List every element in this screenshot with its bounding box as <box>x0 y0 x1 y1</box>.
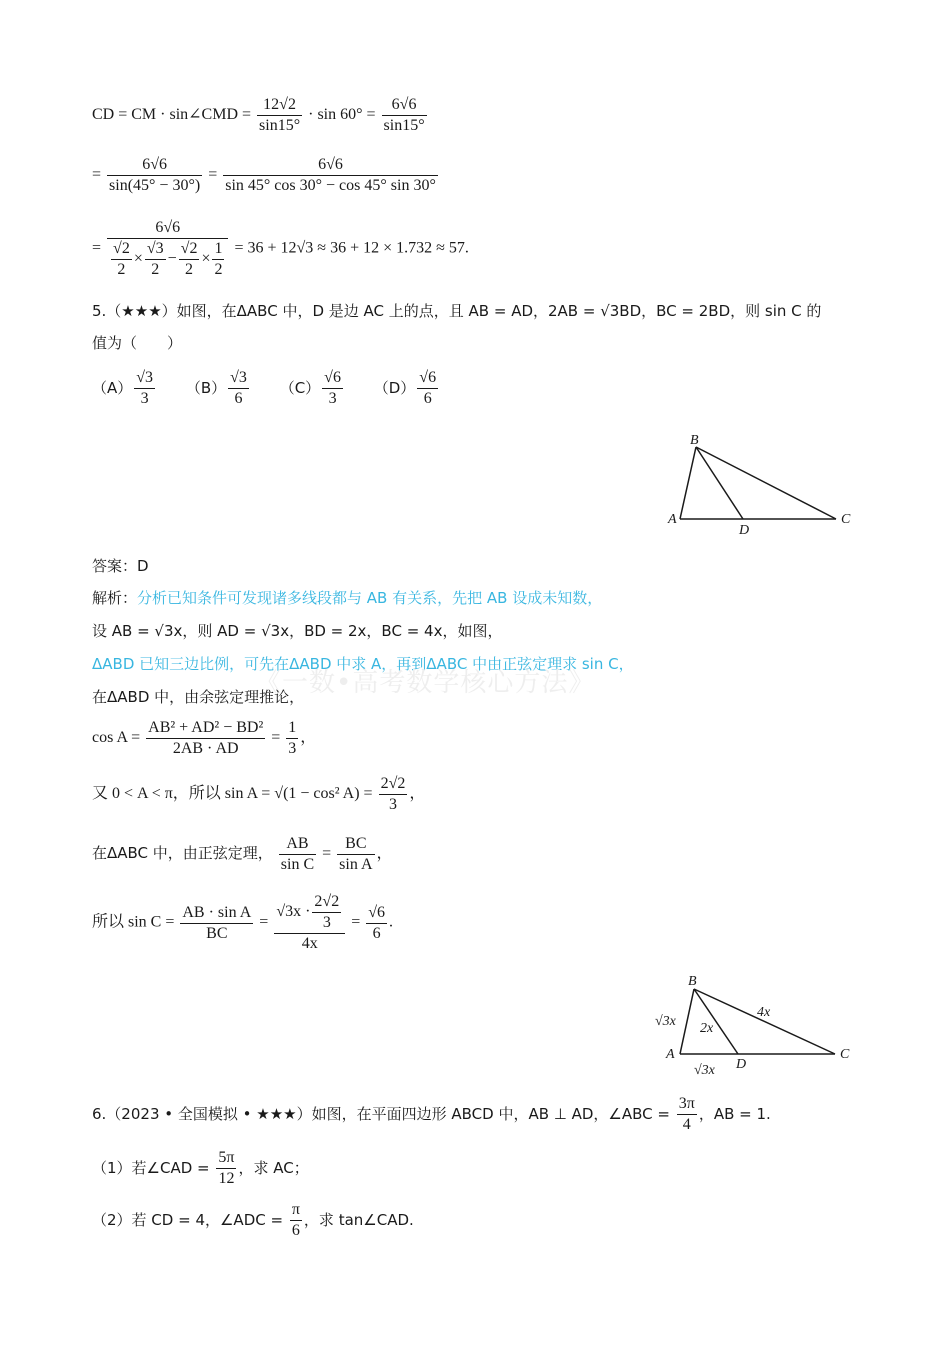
segment-bd <box>696 447 743 519</box>
final-sin-c-line: 所以 sin C = $\frac{\text{AB · sin A}}{BC}$ = √3x · $\frac{2√2}{3}$ 4x = $\frac{√6}{6}$ . <box>92 893 394 952</box>
vertex-label-d: D <box>739 523 750 538</box>
law-of-sines-line: 在ΔABC 中，由正弦定理， $\frac{AB}{\text{sin C}}$ = $\frac{BC}{\text{sin A}}$ ， <box>92 835 393 873</box>
edge-label-bc: 4x <box>757 1005 771 1020</box>
equation-text: CD = CM · sin∠CMD = <box>92 106 252 124</box>
fraction: $\frac{6√6}{\sin 45^\circ \cos 30^\circ - \cos 45^\circ \sin 30^\circ}$ <box>225 156 436 194</box>
vertex-label-c: C <box>841 512 851 527</box>
compound-fraction: 6√6 $\frac{√2}{2}$ × $\frac{√3}{2}$ − $\frac{√2}{2}$ × $\frac{1}{2}$ <box>107 218 228 280</box>
q5-stem-line2: 值为（ ） <box>92 334 183 352</box>
vertex-label-c: C <box>840 1047 850 1062</box>
q6-part-1: （1）若∠CAD = $\frac{5\pi}{12}$ ，求 AC； <box>92 1149 309 1187</box>
set-variable-line: 设 AB = √3x，则 AD = √3x，BD = 2x，BC = 4x，如图， <box>92 622 503 640</box>
segment-ab <box>680 447 696 519</box>
vertex-label-a: A <box>666 1047 675 1062</box>
edge-label-ab: √3x <box>655 1014 676 1029</box>
q6-stem: 6.（2023 • 全国模拟 • ★★★）如图，在平面四边形 ABCD 中，AB ⊥ AD，∠ABC = $\frac{3\pi}{4}$ ，AB = 1. <box>92 1095 771 1133</box>
cosine-intro: 在ΔABD 中，由余弦定理推论， <box>92 688 305 706</box>
triangle-figure-2 <box>650 970 860 1082</box>
segment-ab <box>680 989 694 1054</box>
option-d: （D） $\frac{√6}{6}$ <box>373 369 437 407</box>
fraction: $\frac{6√6}{\sin(45^\circ - 30^\circ)}$ <box>109 156 201 194</box>
vertex-label-b: B <box>688 974 697 989</box>
cosine-formula: cos A = $\frac{\text{AB² + AD² − BD²}}{2AB \cdot AD}$ = $\frac{1}{3}$ ， <box>92 719 317 757</box>
vertex-label-d: D <box>736 1057 747 1072</box>
watermark: 《一数•高考数学核心方法》 <box>255 668 596 698</box>
q6-part-2: （2）若 CD = 4，∠ADC = $\frac{\pi}{6}$ ，求 tan∠CAD. <box>92 1201 414 1239</box>
answer-line: 答案：D <box>92 557 149 575</box>
analysis-line: 解析：分析已知条件可发现诸多线段都与 AB 有关系，先把 AB 设成未知数， <box>92 589 603 607</box>
option-b: （B） $\frac{√3}{6}$ <box>185 369 247 407</box>
edge-label-bd: 2x <box>700 1021 714 1036</box>
edge-label-ad: √3x <box>694 1063 715 1078</box>
segment-bc <box>696 447 836 519</box>
q5-options <box>92 368 440 409</box>
derivation-line-2: = $\frac{6√6}{\sin(45^\circ - 30^\circ)}$ = $\frac{6√6}{\sin 45^\circ \cos 30^\circ - \cos 45^\circ \sin 30^\circ}$ <box>92 156 436 194</box>
option-c: （C） $\frac{√6}{3}$ <box>279 369 341 407</box>
q5-stem-line1: 5.（★★★）如图，在ΔABC 中，D 是边 AC 上的点，且 AB = AD，2AB = √3BD，BC = 2BD，则 sin C 的 <box>92 302 822 320</box>
triangle-figure-1 <box>660 428 860 540</box>
derivation-line-3: = 6√6 $\frac{√2}{2}$ × $\frac{√3}{2}$ − $\frac{√2}{2}$ × $\frac{1}{2}$ = 36 + 12√3 ≈ 36 + 12 × 1.732 ≈ 57. <box>92 219 469 278</box>
derivation-line-1: CD = CM · sin∠CMD = $\frac{12√2}{\sin 15^\circ}$ · sin 60° = $\frac{6√6}{\sin 15^\circ}$ <box>92 96 425 134</box>
option-a: （A） $\frac{√3}{3}$ <box>92 369 154 407</box>
vertex-label-a: A <box>668 512 677 527</box>
sine-a-line: 又 0 < A < π，所以 sin A = √(1 − cos² A) = $\frac{2√2}{3}$ ， <box>92 775 426 813</box>
vertex-label-b: B <box>690 433 699 448</box>
fraction: $\frac{12√2}{\sin 15^\circ}$ <box>259 96 301 134</box>
fraction: $\frac{6√6}{\sin 15^\circ}$ <box>383 96 425 134</box>
hint-line: ΔABD 已知三边比例，可先在ΔABD 中求 A，再到ΔABC 中由正弦定理求 sin C， <box>92 655 634 673</box>
